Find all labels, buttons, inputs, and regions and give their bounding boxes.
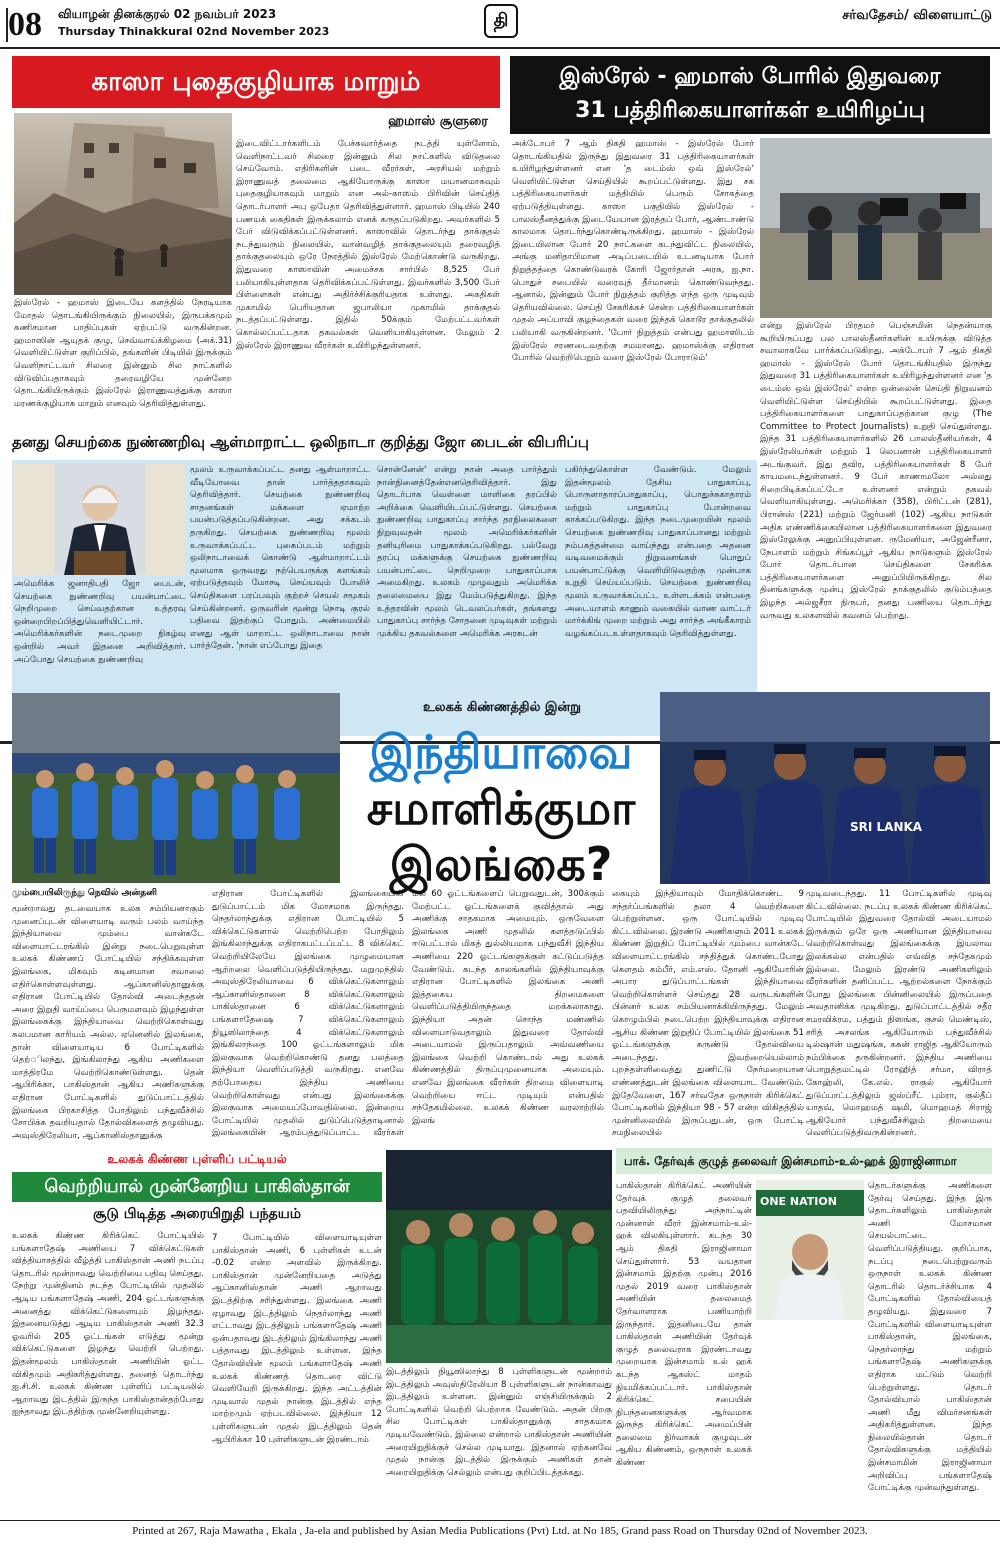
journalists-headline — [510, 56, 990, 134]
journalists-body-col2: என்று இஸ்ரேல் பிரதமர் பெஞ்சமின் நெதன்யாகு கூறியிருப்பது பல பாலஸ்தீனர்களின் உயிருக்கு விடுத்த சவாலாகவே பார்க்கப்படுகிறது. அக்டோபர் 7 ஆம் திகதி ஹமாஸ் - இஸ்ரேல் போர் தொடங்கியதில் இருந்து இதுவரை 31 பத்திரிகையாளர்கள் உயிரிழந்துள்ளனர் என 'த டைம்ஸ் ஒவ் இஸ்ரேல்' என்ற ஒன்லைன் செய்தி நிறுவனம் வெளியிட்டுள்ள செய்தியில் கூறப்பட்டுள்ளது. இதை பத்திரிகையாளர்களை பாதுகாப்பதற்கான குழு (The Committee to Protect Journalists) உறுதி செய்துள்ளது. இந்த 31 பத்திரிகையாளர்களில் 26 பாலஸ்தீனியர்கள், 4 இஸ்ரேலியர்கள் மற்றும் 1 லெபனான் பத்திரிகையாளர் அடங்குவர். இது தவிர, பத்திரிகையாளர்கள் 8 பேர் காயமடைந்துள்ளனர். 9 பேர் காணாமலோ அல்லது சிறைபிடிக்கப்பட்டோ உள்ளனர் என்றும் தகவல் வெளியாகியுள்ளது. அமெரிக்கா (358), பிரிட்டன் (281), பிரான்ஸ் (221) மற்றும் ஜேர்மனி (102) ஆகிய நாடுகள் அதிக எண்ணிக்கையிலான பத்திரிகையாளர்களை இதுவரை இஸ்ரேலுக்கு அனுப்பியுள்ளன. ருமேனியா, அஜேன்ரீனா, நேபாளம் மற்றும் சிங்கப்பூர் ஆகிய நாடுகளும் இஸ்ரேல் போர் தொடர்பான செய்திகளை சேகரிக்க பத்திரிகையாளர்களை அனுப்பியிருக்கிறது. சில தினங்களுக்கு முன்பு இஸ்ரேல் தாக்குதலில் குடும்பத்தை இழந்த அல்ஜசீரா நிருபர், தனது பணியை தொடர்ந்து வருவது உலகளவில் கவனம் பெற்றது. — [760, 321, 992, 621]
biden-caption: அமெரிக்க ஜனாதிபதி ஜோ பைடன், செயற்கை நுண்ணறிவு பயன்பாட்டை நெறிமுறை செய்வதற்கான உத்தரவு ஒன்றைபிறப்பித்துவெளியிட்டார். அமெரிக்கர்களின் நடைமுறை நிகழ்வு ஒன்றில் அவர் இதனை அறிவித்தார். அப்போது செயற்கை நுண்ணறிவு — [14, 579, 186, 665]
header-rule — [0, 47, 1000, 49]
pakistan-body-col1: உலகக் கிண்ண கிரிக்கெட் போட்டியில் பங்களாதேஷ் அணியை 7 விக்கெட்டுகள் வித்தியாசத்தில் வீழ்த்தி பாகிஸ்தான் அணி நடப்பு தொடரில் மூன்றாவது வெற்றியை பதிவு செய்தது. நேற்று முன்தினம் நடந்த போட்டியில் முதலில் ஆடிய பங்களாதேஷ் அணி, 204 ஓட்டங்களுக்கு அனைத்து விக்கெட்டுகளையும் இழந்தது. இதனையடுத்து ஆடிய பாகிஸ்தான் அணி 32.3 ஓவரில் 205 ஓட்டங்கள் எடுத்து மூன்று விக்கெட்டுகளை இழந்து வெற்றி பெற்றது. இதன்மூலம் பாகிஸ்தான் அணியின் ஓட்ட விகிதமும் அதிகரித்துள்ளது. தனைத் தொடர்ந்து ஐ.சி.சி. உலகக் கிண்ண புள்ளிப் பட்டியலில் ஆறாவது இடத்தில் இருந்த பாகிஸ்தான்தற்போது ஐந்தாவது இடத்திற்கு முன்னேறியுள்ளது. — [12, 1231, 204, 1418]
cricket-headline-line1: இந்தியாவை — [369, 725, 633, 779]
inzamam-headline: பாக். தேர்வுக் குழுத் தலைவர் இன்சமாம்-உல்-ஹக் இராஜினாமா — [616, 1148, 992, 1174]
inzamam-body-col2: தொடர்களுக்கு அணிகளை தேர்வு செய்தது. இந்த இரு தொடர்களிலும் பாகிஸ்தான் அணி மோசமான செயல்பாட்டை வெளிப்படுத்தியது. குறிப்பாக, நடப்பு நடைபெற்றுவரும் ஒருநாள் உலகக் கிண்ண தொடரில் தொடர்ச்சியாக 4 போட்டிகளில் தோல்வியைத் தழுவியது. இதுவரை 7 போட்டிகளில் விளையாடியுள்ள பாகிஸ்தான், இலங்கை, நெதர்லாந்து மற்றும் பங்களாதேஷ் அணிகளுக்கு எதிராக மட்டும் வெற்றி பெற்றுள்ளது. தொடர் தோல்வியால் பாகிஸ்தான் அணி மீது விமர்சனங்கள் அதிகரித்துள்ளன. இந்த நிலையில்தான் தொடர் தோல்விகளுக்கு மத்தியில் இன்சமாமின் இராஜினாமா அறிவிப்பு பங்களாதேஷ் போட்டிக்கு முன்வந்துள்ளது. — [868, 1181, 992, 1494]
srilanka-team-photo — [660, 692, 990, 884]
cricket-body-col3: மல் 60 ஓட்டங்களைப் பெறுவதுடன், 300க்கும் மேற்பட்ட ஓட்டங்களைக் குவித்தால் அது அணிக்கு சாதகமாக அமையும். ஒருவேளை இலங்கை அணி முதலில் களத்தடுப்பில் ஈடுபட்டால் மிகத் துல்லியமாக பந்துவீசி இந்திய அணியை 220 ஓட்டங்களுக்குள் கட்டுப்படுத்த வேண்டும். கடந்த காலங்களில் இந்தியாவுக்கு எதிரான போட்டிகளில் இலங்கை அணி இத்தகைய திறமைகளை வெளிப்படுத்தியிருந்ததை மறக்கலாகாது. இந்தியா அதன் சொந்த மண்ணில் விளையாடுவதாலும் இதுவரை தோல்வி அடையாமல் இருப்பதாலும் அவ்வணியை இலங்கை வெற்றி கொண்டால் அது உலகக் கிண்ணத்தில் திருப்புமுனையாக அமையும். எனவே இலங்கை வீரர்கள் திறமை விளையாடி வெற்றியை ஈட்ட முடியும் என்பதில் சந்தேகமில்லை. உலகக் கிண்ண வரலாற்றில் இலங் — [412, 889, 604, 1126]
pakistan-kicker: உலகக் கிண்ண புள்ளிப் பட்டியல் — [107, 1152, 287, 1166]
page-header — [0, 0, 1000, 52]
cricket-byline: மும்பையிலிருந்து நெவில் அன்தனி — [12, 888, 157, 898]
gaza-byline: ஹமாஸ் சூளுரை — [388, 114, 488, 129]
date-tamil: வியாழன் தினக்குரல் 02 நவம்பர் 2023 — [58, 7, 277, 21]
cricket-headline-line3: இலங்கை? — [389, 837, 613, 891]
pakistan-body-col2: 7 போட்டியில் விளையாடியுள்ள பாகிஸ்தான் அணி, 6 புள்ளிகள் உடன் -0.02 என்ற அளவில் இருக்கிறது. பாகிஸ்தான் முன்னேறியதை அடுத்து ஆப்கானிஸ்தான் அணி ஆறாவது இடத்திற்கு சரிந்துள்ளது. இலங்கை அணி ஏழாவது இடத்திலும் நெதர்லாந்து அணி எட்டாவது இடத்திலும் பங்களாதேஷ் அணி ஒன்பதாவது இடத்திலும் இங்கிலாந்து அணி பத்தாவது இடத்திலும் உள்ளன. இந்த தோல்வியின் மூலம் பங்களாதேஷ் அணி உலகக் கிண்ணத் தொடரை விட்டு வெளியேறி இருக்கிறது. இந்த அட்டத்தின் முடிவால் முதல் நான்கு இடத்தில் எந்த மாற்றமும் ஏற்படவில்லை. இந்தியா 12 புள்ளிகளுடன் முதல் இடத்திலும் தென் ஆபிரிக்கா 10 புள்ளிகளுடன் இரண்டாம் — [212, 1233, 382, 1445]
journalists-body-col1: அக்டோபர் 7 ஆம் திகதி ஹமாஸ் - இஸ்ரேல் போர் தொடங்கியதில் இருந்து இதுவரை 31 பத்திரிகையாளர்கள் உயிரிழந்துள்ளனர் என 'த டைம்ஸ் ஒவ் இஸ்ரேல்' வெளியிட்டுள்ள செய்தியில் கூறப்பட்டுள்ளது. இது சக பத்திரிகையாளர்கள் மத்தியில் பெரும் சோகத்தை ஏற்படுத்தியுள்ளது. காஸா பகுதியில் இஸ்ரேல் - பாலஸ்தீனத்துக்கு இடையேயான இரத்தப் போர், ஆண்டாண்டு காலமாக தொடர்ந்துகொண்டிருக்கிறது. ஹமாஸ் - இஸ்ரேல் இடையிலான போர் 20 நாட்களை கடந்துவிட்ட நிலையில், அங்கு மனிதாபிமான அடிப்படையில் உடனடியாக போர் நிறுத்தத்தை கொண்டுவரக் கோரி ஜோர்தான் அரசு, ஐ.நா. பொதுச் சபையில் வரைவுத் தீர்மானம் கொண்டுவந்தது. ஆனால், இன்னும் போர் நிறுத்தம் குறித்த எந்த ஒரு முடிவும் தெரியவில்லை. செய்தி சேகரிக்கச் சென்ற பத்திரிகையாளர்கள் முதல் அப்பாவி குழந்தைகள் வரை இந்தக் கொடூர தாக்குதலில் பலியாகி வருகின்றனர். 'போர் நிறுத்தம் என்பது ஹமாஸிடம் இஸ்ரேல் சரணடைவதற்கு சமமானது. ஹமாஸ்க்கு எதிரான போரில் வெற்றிபெறும் வரை இஸ்ரேல் போராடும்' — [512, 139, 754, 364]
cricket-india-photo — [12, 693, 340, 883]
footer-imprint: Printed at 267, Raja Mawatha , Ekala , Ja-ela and published by Asian Media Publications (Pvt) Ltd. at No 185, Grand pass Road on Thursday 02nd of November 2023. — [132, 1525, 868, 1537]
cricket-headline-line2: சமாளிக்குமா — [366, 781, 636, 835]
date-english: Thursday Thinakkural 02nd November 2023 — [58, 25, 330, 38]
biden-body-col3: பகிர்ந்துகொள்ள வேண்டும். மேலும் இதன்மூலம் தேசிய பாதுகாப்பு, பொருளாதாரப்பாதுகாப்பு, பொதுச்சுகாதாரம் மற்றும் பாதுகாப்பு போன்றவை காக்கப்படுகிறது. இந்த நடைமுறையின் மூலம் செயற்கை நுண்ணறிவு பாதுகாப்பானது மற்றும் நம்பகத்தன்மை வாய்ந்தது என்பதை அதனை வடிவமைக்கும் நிறுவனங்கள் பொதுப் பயன்பாட்டுக்கு வெளியிடுவதற்கு முன்பாக உறுதி செய்யப்படும். செயற்கை நுண்ணறிவு மூலம் உருவாக்கப்பட்ட உள்ளடக்கம் என்பதை அடையாளம் காணும் வகையில் வாண வாட்டர் மார்க்கிங் முறை மற்றும் அது சார்ந்த அங்கீகாரம் வழங்கப்படஉள்ளதாகவும் தெரிவித்துள்ளது. — [565, 465, 751, 639]
biden-headline: தனது செயற்கை நுண்ணறிவு ஆள்மாறாட்ட ஒலிநாடா குறித்து ஜோ பைடன் விபரிப்பு — [12, 433, 589, 451]
cricket-headline — [342, 724, 660, 892]
inzamam-banner-text: ONE NATION — [760, 1195, 837, 1208]
header-left-bar — [6, 8, 8, 42]
cricket-kicker: உலகக் கிண்ணத்தில் இன்று — [422, 700, 582, 715]
rubble-photo — [14, 113, 232, 295]
pakistan-headline: வெற்றியால் முன்னேறிய பாகிஸ்தான் — [12, 1172, 382, 1202]
cricket-body-col2: எதிரான போட்டிகளில் இலங்கையின் துடுப்பாட்டம் மிக மோசமாக இருந்தது. நெதர்லாந்துக்கு எதிரான போட்டியில் 5 விக்கெட்டுகளால் வெற்றிபெற்ற போதிலும் இங்கிலாந்துக்கு எதிராகபட்டப்பட்ட 8 விக்கெட் வெற்றியிலேயே இலங்கை முழுமையான ஆற்றலை வெளிப்படுத்தியிருந்தது. மறுமுந்தில் அவுஸ்திரேலியாவை 6 விக்கெட்டுகளாலும் ஆப்கானிஸ்தானை 8 விக்கெட்டுகளாலும் பாகிஸ்தானை 6 விக்கெட்டுகளாலும் பங்களாதேஷை 7 விக்கெட்டுகளாலும் நியூஸிலாந்தை 4 விக்கெட்டுகளாலும் இங்கிலாந்தை 100 ஓட்டங்களாலும் மிக இலகுவாக வெற்றிகொண்டு தனது பலத்தை இந்தியா வெளிப்படுத்தி வருகிறது. எனவே தற்போதைய இந்திய அணியை வெற்றிகொள்வது என்பது இலங்கைக்கு இலகுவாக அமையப்போவதில்லை. இன்றைய போட்டியில் முதலில் துடுப்பெடுத்தாடினால் இலங்கையின் ஆரம்பத்துடுப்பாட்ட வீரர்கள் — [212, 889, 404, 1139]
gaza-body: இடைவிட்டார்களிடம் பேச்சுவார்த்தை நடத்தி யுள்ளோம். வெளிநாட்டவர் சிலரை இன்னும் சில நாட்களில் விடுதலை செய்வோம். எதிரிகளின் படை வீரர்கள், அரசியல் மற்றும் இராணுவத் தலைமை ஆகியோருக்கு காஸா மயானமாகவும் புதைகுழியாகவும் மாறும் என அல்-காஸம் பிரிவின் செய்தித் தொடர்பாளர் அபு ஒபேதா தெரிவித்துள்ளார். ஹமாஸ் பிடியில் 240 பணயக் கைதிகள் இருக்கலாம் எனக் கருதப்படுகிறது. அவர்களில் 5 பேர் விடுவிக்கப்பட்டுள்ளனர். காஸாவில் தொடர்ந்து தாக்குதல் நடந்துவரும் நிலையில், வான்வழித் தாக்குதலையும் தரைவழித் தாக்குதலையும் ஒரே நேரத்தில் இஸ்ரேல் மேற்கொண்டு வருகிறது. இதுவரை காஸாவின் அமைச்சக சார்பில் 8,525 பேர் பலியாகியுள்ளதாக தெரிவிக்கப்பட்டுள்ளது. இவர்களில் 3,500 பேர் பிள்ளைகள் என்பது அதிர்ச்சிக்குரியதாக உள்ளது. அகதிகள் முகாமில் பெரியதான ஜபாலியா முகாமில் தாக்குதல் நடத்தப்பட்டுள்ளது. இதில் 50க்கும் மேற்பட்டவர்கள் கொல்லப்பட்டதாக தகவல்கள் வெளியாகியுள்ளன. மேலும் 2 இஸ்ரேல் இராணுவ வீரர்கள் உயிரிழந்துள்ளனர். — [236, 139, 500, 351]
logo: தி — [484, 4, 518, 38]
pakistan-subhead: சூடு பிடித்த அரையிறுதி பந்தயம் — [92, 1206, 302, 1222]
journalists-headline-line2: 31 பத்திரிகையாளர்கள் உயிரிழப்பு — [575, 98, 925, 123]
pakistan-body-col3: இடத்திலும் நியூஸிலாந்து 8 புள்ளிகளுடன் மூன்றாம் இடத்திலும் அவுஸ்திரேலியா 8 புள்ளிகளுடன் நான்காவது இடத்திலும் உள்ளன. இன்னும் எஞ்சியிருக்கும் 2 போட்டிகளில் வெற்றி பெற்றாக வேண்டும். அதன் பிறகு சில போட்டிகள் பாகிஸ்தானுக்கு சாதகமாக முடியவேண்டும். இல்லை என்றால் பாகிஸ்தான் அணியின் அரையிறுதிக்குச் செல்ல முடியாது. இதனால் ஏற்கனவே முதல் நான்கு இடத்தில் இருக்கும் அணிகள் தான் அரையிறுதிக்கு செல்லும் என்பது குறிப்பிடத்தக்கது. — [386, 1367, 612, 1478]
cricket-body-col5: முடிவடைந்தது. 11 போட்டிகளில் முடிவு கிட்டவில்லை. நடப்பு உலகக் கிண்ண கிரிக்கெட் போட்டியில் இதுவரை தோல்வி அடையாமல் இருக்கும் ஒரே ஒரு அணியான இந்தியாவை வெற்றிகொள்வது இலங்கைக்கு இயலாவ இலக்கல்ல என்பதில் எவ்வித சந்தேகமும் இல்லை. மேலும் இரண்டு அணிகளிலும் வீரர்களின் தனிப்பட்ட ஆற்றல்களை நோக்கும் போது இலங்கை பின்னிலையில் இருப்பதை அவதானிக்க முடிகிறது. துடுப்பாட்டத்தில் சதீர சமரவிக்ரம, பத்தும் நிஸங்க, குசல் மெண்டிஸ், சரித் அசலங்க ஆகியோரும் பந்துவீச்சில் டில்ஷான் மதுஷங்க, கசுன் ராஜித ஆகியோரும் நம்பிக்கை தருகின்றனர். இந்திய அணியை பொறுத்தமட்டில் ரோஹித் சர்மா, விராத் கோஹ்லி, கே.எல். ராகுல் ஆகியோர் துடுப்பாட்டத்திலும் ஜஸ்ப்ரீட் பும்ரா, குல்தீப் யாதவ், மொஹமத் ஷமி, மொஹமத் சிராஜ் ஆகியோர் பந்துவீச்சிலும் திறமையை வெளிப்படுத்திவருகின்றனர். — [806, 889, 992, 1139]
inzamam-body-col1: பாகிஸ்தான் கிரிக்கெட் அணியின் தேர்வுக் குழுத் தலைவர் பதவியிலிருந்து அந்நாட்டின் முன்னாள் வீரர் இன்சமாம்-உல்-ஹக் விலகியுள்ளார். கடந்த 30 ஆம் திகதி இராஜினாமா செய்துள்ளார். 53 வயதான இன்சமாம் இதற்கு முன்பு 2016 முதல் 2019 வரை பாகிஸ்தான் அணியின் தலைமைத் தேர்வாளராக பணியாற்றி இருந்தார். இதனிடையே தான் பாகிஸ்தான் அணியின் தேர்வுக் குழுத் தலைவராக இரண்டாவது முறையாக இன்சமாம் உல் ஹக் கடந்த ஆகஸ்ட் மாதம் நியமிக்கப்பட்டார். பாகிஸ்தான் கிரிக்கெட் சபையின் நிபந்தனைகளுக்கு ஆர்வமாக இருந்த கிரிக்கெட் அமைப்பின் தலைமை நிர்வாகக் குழுவுடன் ஆகிய கிண்ணம், ஒருநாள் உலகக் கிண்ண — [616, 1181, 752, 1469]
inzamam-photo — [756, 1180, 864, 1320]
cricket-body-col1: மூன்றாவது தடவையாக உலக சம்பியனாகும் முனைப்புடன் விளையாடி வரும் பலம் வாய்ந்த இந்தியாவை மும்பை வான்கடே விளையாட்டரங்கில் இன்று நடைபெறுவுள்ள உலகக் கிண்ணப் போட்டியில் சந்திக்கவுள்ள இலங்கை, மிகவும் கடினமான சவாலை எதிர்கொள்ளவுள்ளது. ஆப்கானிஸ்தானுக்கு எதிரான போட்டியில் தோல்வி அடைந்ததன் அரை இறுதி வாய்ப்பை பெருமளவும் இழந்துள்ள இலங்கைக்கு இந்தியாவை வெற்றிகொள்வது சுலபமான காரியம் அல்ல. ஏனெனில் இலங்கை, தான் விளையாடிய 6 போட்டிகளில் தெற்ிலந்து, இங்கிலாந்து ஆகிய அணிகளை மாத்திரமே வெற்றிகொண்டுள்ளது. தென் ஆபிரிக்கா, பாகிஸ்தான் ஆகிய அணிகளுக்கு எதிரான போட்டிகளில் துடுப்பாட்டத்தில் இலங்கை பிரகாசித்த போதிலும் பந்துவீச்சில் சோபிக்க தவறியதால் தோல்விகளைத் தழுவியது. அவுஸ்திரேலியா, ஆப்கானிஸ்தானுக்கு — [12, 904, 204, 1140]
gaza-headline: காஸா புதைகுழியாக மாறும் — [12, 56, 500, 108]
section-label: சர்வதேசம்/ விளையாட்டு — [842, 8, 992, 23]
gaza-caption: இஸ்ரேல் - ஹமாஸ் இடையே களத்தில் நேரடியாக மோதல் தொடங்கியிருக்கும் நிலையில், இருபக்கமும் கணிசமான பாதிப்புகள் ஏற்பட்டு வருகின்றன. ஹமாஸின் ஆயுதக் குழு, செவ்வாய்க்கிழமை (அக்.31) வெளியிட்டுள்ள குறிப்பில், தங்களின் பிடியில் இருக்கும் வெளிநாட்டவர் சிலரை இன்னும் சில நாட்களில் விடுவிப்பதாகவும் தரைவழியே முன்னேற தொடங்கியிருக்கும் இஸ்ரேல் இராணுவத்துக்கு காஸா மரணக்குழியாக மாறும் எனவும் தெரிவித்துள்ளது. — [14, 298, 232, 409]
journalists-photo — [760, 138, 992, 318]
pakistan-team-photo — [386, 1150, 612, 1363]
shirt-text: SRI LANKA — [850, 820, 923, 834]
biden-body-col1: மூலம் உருவாக்கப்பட்ட தனது ஆள்மாறாட்ட வீடியோவை தான் பார்த்ததாகவும் தெரிவித்தார். செயற்கை நுண்ணறிவு சாதனங்கள் மக்களை ஏமாற்ற பயன்படுத்தப்படுகின்றன. அது சக்கடம் தருகிறது. செயற்கை நுண்ணறிவு மூலம் உருவாக்கப்பட்ட புகைப்படம் மற்றும் ஒலிநாடாவைக் கொண்டு ஆள்மாறாட்டம் மூலமாக ஒருவரது நற்பெயருக்கு களங்கம் ஏற்படுத்தவும் மோசடி செய்யவும் போலிச் செய்திகளை பரப்பவும் குற்றச் செயல் சமூகம் செய்கின்றனர். ஒருவரின் மூன்று நொடி குரல் பதிவை இதற்குப் போதும். அண்மையில் எனது ஆள் மாறாட்ட ஒலிநாடாவை நான் பார்த்தேன். 'நான் எப்போது இதை — [190, 465, 370, 652]
cricket-body-col4: கையும் இந்தியாவும் மோதிக்கொண்ட 9 சந்தர்ப்பங்களில் தலா 4 வெற்றிகளை பெற்றுள்ளன. ஒரு போட்டியில் முடிவு கிட்டவில்லை. இரண்டு அணிகளும் 2011 உலகக் கிண்ண இறுதிப் போட்டியில் மும்பை வான்கடே விளையாட்டரங்கில் சந்தித்துக் கொண்டபோது கௌதம் கம்பீர், எம்.எஸ். தோனி ஆகியோரின் அபார துடுப்பாட்டங்கள் இந்தியாவை வெற்றிகொள்ளச் செய்தது 28 வருடங்களின் பின்னர் உலக சம்பியனாக்கியிருந்தது. மேலும் கொழும்பில் நடைபெற்ற இந்தியாவுக்கு எதிரான ஆசிய கிண்ண இறுதிப் போட்டியில் இலங்கை 51 ஓட்டங்களுக்கு சுருண்டு தோல்வியை அடைந்தது. இவற்றையெல்லாம் புறந்தள்ளிவைத்து துணிட்டு நேர்மறையான எண்ணத்துடன் இலங்கை விளையாட வேண்டும். இதேவேளை, 167 சர்வதேச ஒருநாள் கிரிக்கெட் போட்டிகளில் இந்தியா 98 - 57 என்ற விகிதத்தில் முன்னிலையில் இருப்பதுடன், ஒரு போட்டி சமநிலையில் — [612, 889, 804, 1139]
biden-photo — [14, 463, 186, 575]
page-number: 08 — [8, 6, 42, 43]
journalists-headline-line1: இஸ்ரேல் - ஹமாஸ் போரில் இதுவரை — [559, 64, 941, 89]
biden-body-col2: சொன்னேன்' என்று நான் அதை பார்த்தும் நான்நினைத்தேன்எனதெரிவித்தார். இது தொடர்பாக வெள்ளை மாளிகை தரப்பில் அறிக்கை வெளியிடப்பட்டுள்ளது. செயற்கை நுண்ணறிவு பாதுகாப்பு சார்ந்த தரநிலைகளை நிறுவுவதன் மூலம் அமெரிக்கர்களின் தனியுரிமை பாதுகாக்கப்படுகிறது. பல்வேறு தரப்பு மக்களுக்கு செயற்கை நுண்ணறிவு பயன்பாட்டை நெறிமுறை பாதுகாப்பாக அமைகிறது. உலகம் முழுவதும் அமெரிக்க தலைமையை இது மேம்படுத்துகிறது. இந்த உத்தரவின் மூலம் டெவலப்பர்கள், தங்களது பாதுகாப்பு சார்ந்த சோதனை முடிவுகள் மற்றும் முக்கிய தகவல்களை அமெரிக்க அரசுடன் — [377, 465, 557, 639]
footer-rule — [0, 1520, 1000, 1521]
